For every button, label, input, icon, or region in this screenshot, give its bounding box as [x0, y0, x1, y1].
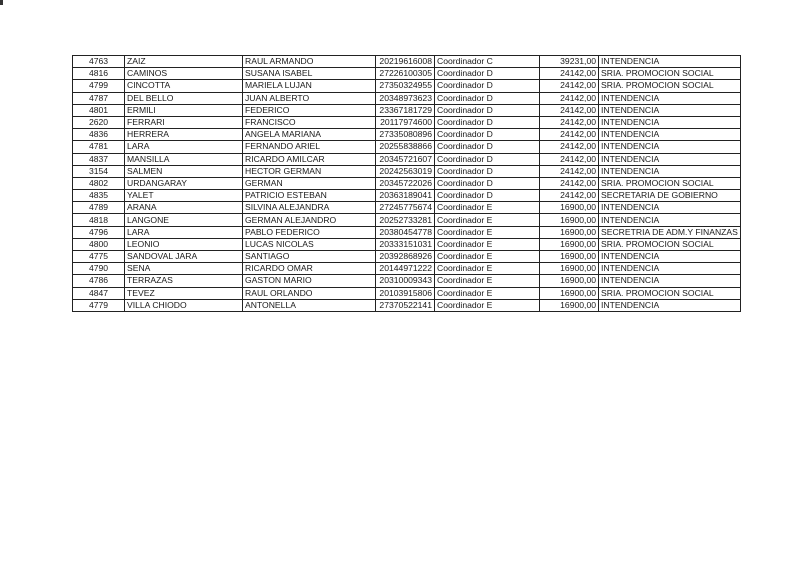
employee-id-cell: 4789 — [73, 202, 125, 214]
amount-cell: 24142,00 — [540, 165, 599, 177]
department-cell: SRIA. PROMOCION SOCIAL — [599, 177, 741, 189]
given-name-cell: JUAN ALBERTO — [243, 92, 376, 104]
position-cell: Coordinador E — [435, 251, 540, 263]
surname-cell: TERRAZAS — [125, 275, 243, 287]
amount-cell: 16900,00 — [540, 287, 599, 299]
table-row — [73, 190, 741, 202]
amount-cell: 16900,00 — [540, 202, 599, 214]
department-cell: INTENDENCIA — [599, 202, 741, 214]
table-row — [73, 251, 741, 263]
position-cell: Coordinador E — [435, 263, 540, 275]
surname-cell: LEONIO — [125, 238, 243, 250]
table-row — [73, 226, 741, 238]
tax-id-cell: 20252733281 — [376, 214, 435, 226]
given-name-cell: RICARDO AMILCAR — [243, 153, 376, 165]
tax-id-cell: 20345722026 — [376, 177, 435, 189]
table-row — [73, 92, 741, 104]
amount-cell: 24142,00 — [540, 68, 599, 80]
employee-id-cell: 4790 — [73, 263, 125, 275]
given-name-cell: RAUL ARMANDO — [243, 56, 376, 68]
employee-id-cell: 3154 — [73, 165, 125, 177]
table-row — [73, 129, 741, 141]
given-name-cell: FERNANDO ARIEL — [243, 141, 376, 153]
amount-cell: 16900,00 — [540, 299, 599, 311]
surname-cell: SANDOVAL JARA — [125, 251, 243, 263]
department-cell: INTENDENCIA — [599, 299, 741, 311]
table-row — [73, 299, 741, 311]
given-name-cell: RAUL ORLANDO — [243, 287, 376, 299]
department-cell: SRIA. PROMOCION SOCIAL — [599, 287, 741, 299]
table-row — [73, 263, 741, 275]
surname-cell: LARA — [125, 226, 243, 238]
given-name-cell: PABLO FEDERICO — [243, 226, 376, 238]
tax-id-cell: 20255838866 — [376, 141, 435, 153]
employee-id-cell: 4835 — [73, 190, 125, 202]
tax-id-cell: 20380454778 — [376, 226, 435, 238]
given-name-cell: GERMAN ALEJANDRO — [243, 214, 376, 226]
position-cell: Coordinador D — [435, 104, 540, 116]
given-name-cell: GERMAN — [243, 177, 376, 189]
tax-id-cell: 27335080896 — [376, 129, 435, 141]
department-cell: INTENDENCIA — [599, 153, 741, 165]
surname-cell: ERMILI — [125, 104, 243, 116]
employee-id-cell: 4779 — [73, 299, 125, 311]
given-name-cell: SANTIAGO — [243, 251, 376, 263]
position-cell: Coordinador E — [435, 275, 540, 287]
table-row — [73, 214, 741, 226]
amount-cell: 16900,00 — [540, 263, 599, 275]
given-name-cell: FEDERICO — [243, 104, 376, 116]
department-cell: INTENDENCIA — [599, 129, 741, 141]
amount-cell: 24142,00 — [540, 104, 599, 116]
position-cell: Coordinador D — [435, 80, 540, 92]
position-cell: Coordinador D — [435, 92, 540, 104]
position-cell: Coordinador D — [435, 165, 540, 177]
position-cell: Coordinador E — [435, 214, 540, 226]
table-row — [73, 275, 741, 287]
employee-id-cell: 4836 — [73, 129, 125, 141]
amount-cell: 24142,00 — [540, 177, 599, 189]
surname-cell: YALET — [125, 190, 243, 202]
surname-cell: TEVEZ — [125, 287, 243, 299]
surname-cell: VILLA CHIODO — [125, 299, 243, 311]
amount-cell: 24142,00 — [540, 129, 599, 141]
tax-id-cell: 27350324955 — [376, 80, 435, 92]
table-row — [73, 80, 741, 92]
table-row — [73, 177, 741, 189]
employee-id-cell: 4847 — [73, 287, 125, 299]
department-cell: INTENDENCIA — [599, 104, 741, 116]
staff-table-body — [73, 56, 741, 312]
tax-id-cell: 27370522141 — [376, 299, 435, 311]
surname-cell: ZAIZ — [125, 56, 243, 68]
employee-id-cell: 2620 — [73, 116, 125, 128]
surname-cell: LARA — [125, 141, 243, 153]
given-name-cell: ANTONELLA — [243, 299, 376, 311]
department-cell: INTENDENCIA — [599, 251, 741, 263]
position-cell: Coordinador E — [435, 238, 540, 250]
position-cell: Coordinador D — [435, 116, 540, 128]
employee-id-cell: 4837 — [73, 153, 125, 165]
tax-id-cell: 23367181729 — [376, 104, 435, 116]
tax-id-cell: 20103915806 — [376, 287, 435, 299]
given-name-cell: PATRICIO ESTEBAN — [243, 190, 376, 202]
table-row — [73, 202, 741, 214]
employee-id-cell: 4763 — [73, 56, 125, 68]
employee-id-cell: 4786 — [73, 275, 125, 287]
amount-cell: 24142,00 — [540, 190, 599, 202]
tax-id-cell: 27226100305 — [376, 68, 435, 80]
surname-cell: CINCOTTA — [125, 80, 243, 92]
amount-cell: 16900,00 — [540, 251, 599, 263]
department-cell: SRIA. PROMOCION SOCIAL — [599, 68, 741, 80]
position-cell: Coordinador E — [435, 226, 540, 238]
employee-id-cell: 4781 — [73, 141, 125, 153]
position-cell: Coordinador E — [435, 202, 540, 214]
tax-id-cell: 20242563019 — [376, 165, 435, 177]
table-row — [73, 238, 741, 250]
surname-cell: LANGONE — [125, 214, 243, 226]
amount-cell: 24142,00 — [540, 80, 599, 92]
tax-id-cell: 20310009343 — [376, 275, 435, 287]
tax-id-cell: 20345721607 — [376, 153, 435, 165]
position-cell: Coordinador E — [435, 287, 540, 299]
surname-cell: URDANGARAY — [125, 177, 243, 189]
department-cell: INTENDENCIA — [599, 165, 741, 177]
table-row — [73, 68, 741, 80]
given-name-cell: SILVINA ALEJANDRA — [243, 202, 376, 214]
tax-id-cell: 20117974600 — [376, 116, 435, 128]
given-name-cell: MARIELA LUJAN — [243, 80, 376, 92]
department-cell: INTENDENCIA — [599, 275, 741, 287]
department-cell: SECRETARIA DE GOBIERNO — [599, 190, 741, 202]
amount-cell: 24142,00 — [540, 92, 599, 104]
amount-cell: 24142,00 — [540, 116, 599, 128]
department-cell: SRIA. PROMOCION SOCIAL — [599, 80, 741, 92]
surname-cell: FERRARI — [125, 116, 243, 128]
surname-cell: MANSILLA — [125, 153, 243, 165]
given-name-cell: SUSANA ISABEL — [243, 68, 376, 80]
department-cell: INTENDENCIA — [599, 263, 741, 275]
tax-id-cell: 20363189041 — [376, 190, 435, 202]
position-cell: Coordinador D — [435, 68, 540, 80]
department-cell: SECRETRIA DE ADM.Y FINANZAS — [599, 226, 741, 238]
table-row — [73, 56, 741, 68]
amount-cell: 39231,00 — [540, 56, 599, 68]
table-row — [73, 165, 741, 177]
surname-cell: ARANA — [125, 202, 243, 214]
surname-cell: SALMEN — [125, 165, 243, 177]
employee-id-cell: 4818 — [73, 214, 125, 226]
staff-table — [72, 55, 741, 312]
position-cell: Coordinador D — [435, 141, 540, 153]
tax-id-cell: 20392868926 — [376, 251, 435, 263]
surname-cell: CAMINOS — [125, 68, 243, 80]
given-name-cell: GASTON MARIO — [243, 275, 376, 287]
tax-id-cell: 20219616008 — [376, 56, 435, 68]
tax-id-cell: 20348973623 — [376, 92, 435, 104]
amount-cell: 24142,00 — [540, 153, 599, 165]
employee-id-cell: 4800 — [73, 238, 125, 250]
department-cell: INTENDENCIA — [599, 214, 741, 226]
surname-cell: SENA — [125, 263, 243, 275]
table-row — [73, 287, 741, 299]
department-cell: INTENDENCIA — [599, 92, 741, 104]
scan-artifact — [0, 0, 3, 5]
position-cell: Coordinador C — [435, 56, 540, 68]
employee-id-cell: 4802 — [73, 177, 125, 189]
given-name-cell: ANGELA MARIANA — [243, 129, 376, 141]
amount-cell: 16900,00 — [540, 214, 599, 226]
given-name-cell: FRANCISCO — [243, 116, 376, 128]
employee-id-cell: 4816 — [73, 68, 125, 80]
position-cell: Coordinador D — [435, 153, 540, 165]
amount-cell: 24142,00 — [540, 141, 599, 153]
position-cell: Coordinador D — [435, 190, 540, 202]
position-cell: Coordinador D — [435, 177, 540, 189]
position-cell: Coordinador E — [435, 299, 540, 311]
tax-id-cell: 27245775674 — [376, 202, 435, 214]
table-row — [73, 104, 741, 116]
department-cell: INTENDENCIA — [599, 56, 741, 68]
table-row — [73, 116, 741, 128]
table-row — [73, 153, 741, 165]
department-cell: INTENDENCIA — [599, 116, 741, 128]
amount-cell: 16900,00 — [540, 226, 599, 238]
employee-id-cell: 4799 — [73, 80, 125, 92]
given-name-cell: RICARDO OMAR — [243, 263, 376, 275]
employee-id-cell: 4775 — [73, 251, 125, 263]
table-row — [73, 141, 741, 153]
amount-cell: 16900,00 — [540, 275, 599, 287]
surname-cell: HERRERA — [125, 129, 243, 141]
amount-cell: 16900,00 — [540, 238, 599, 250]
employee-id-cell: 4801 — [73, 104, 125, 116]
surname-cell: DEL BELLO — [125, 92, 243, 104]
position-cell: Coordinador D — [435, 129, 540, 141]
employee-id-cell: 4796 — [73, 226, 125, 238]
employee-id-cell: 4787 — [73, 92, 125, 104]
tax-id-cell: 20333151031 — [376, 238, 435, 250]
department-cell: SRIA. PROMOCION SOCIAL — [599, 238, 741, 250]
tax-id-cell: 20144971222 — [376, 263, 435, 275]
department-cell: INTENDENCIA — [599, 141, 741, 153]
given-name-cell: HECTOR GERMAN — [243, 165, 376, 177]
given-name-cell: LUCAS NICOLAS — [243, 238, 376, 250]
